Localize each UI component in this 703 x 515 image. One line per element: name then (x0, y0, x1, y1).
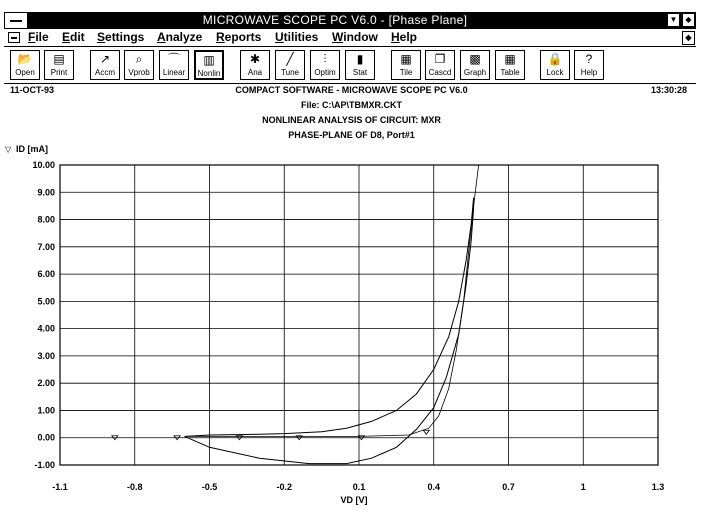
report-line-3: NONLINEAR ANALYSIS OF CIRCUIT: MXR (262, 115, 441, 125)
cascade-icon: ❐ (434, 52, 446, 66)
y-axis-label: ID [mA] (16, 144, 48, 154)
report-line-1: COMPACT SOFTWARE - MICROWAVE SCOPE PC V6.0 (235, 85, 468, 95)
tile-icon: ▦ (400, 52, 412, 66)
phase-plane-loop (185, 198, 474, 464)
x-tick-label: 1.3 (651, 482, 665, 492)
y-tick-label: 8.00 (37, 214, 55, 225)
x-tick-label: -0.5 (201, 482, 218, 492)
y-tick-label: 2.00 (37, 378, 55, 389)
menu-help[interactable]: Help (391, 30, 418, 44)
document-restore-icon[interactable]: ◆ (682, 31, 695, 45)
menu-settings[interactable]: Settings (97, 30, 145, 44)
print-button[interactable]: ▤ Print (44, 50, 74, 80)
graph-button[interactable]: ▩ Graph (460, 50, 490, 80)
x-tick-label: 0.7 (502, 482, 515, 492)
restore-icon[interactable]: ◆ (682, 13, 695, 27)
y-tick-label: 6.00 (37, 269, 55, 280)
cascd-button[interactable]: ❐ Cascd (425, 50, 455, 80)
y-tick-label: 7.00 (37, 241, 55, 252)
y-tick-label: 1.00 (37, 405, 55, 416)
y-tick-label: 4.00 (37, 323, 55, 334)
y-tick-label: 3.00 (37, 350, 55, 361)
x-tick-label: -0.2 (276, 482, 293, 492)
chart-grid (60, 165, 658, 465)
graph-icon: ▩ (469, 52, 481, 66)
minimize-icon[interactable]: ▼ (667, 13, 680, 27)
x-tick-label: -1.1 (52, 482, 68, 492)
vprob-button[interactable]: ⌕ Vprob (124, 50, 154, 80)
help-icon: ? (585, 52, 593, 66)
folder-icon: 📂 (17, 52, 33, 66)
x-tick-label: 1 (580, 482, 586, 492)
menu-file[interactable]: File (28, 30, 49, 44)
y-axis-marker-icon: ▽ (5, 145, 12, 154)
x-tick-label: 0.4 (427, 482, 441, 492)
y-tick-label: -1.00 (34, 460, 55, 470)
probe-icon: ⌕ (135, 52, 143, 66)
diode-characteristic-curve (185, 165, 479, 436)
y-tick-label: 0.00 (37, 432, 55, 443)
stat-button[interactable]: ▮ Stat (345, 50, 375, 80)
nonlin-button[interactable]: ▥ Nonlin (194, 50, 224, 80)
report-date: 11-OCT-93 (10, 85, 55, 95)
table-icon: ▦ (504, 52, 516, 66)
ana-button[interactable]: ✱ Ana (240, 50, 270, 80)
analyze-icon: ✱ (249, 52, 261, 66)
y-tick-label: 10.00 (32, 160, 55, 170)
statistics-icon: ▮ (356, 52, 364, 66)
table-button[interactable]: ▦ Table (495, 50, 525, 80)
report-line-4: PHASE-PLANE OF D8, Port#1 (288, 130, 415, 140)
report-line-2: File: C:\AP\TBMXR.CKT (301, 100, 402, 110)
linear-icon: ⌒ (167, 52, 180, 66)
printer-icon: ▤ (53, 52, 65, 66)
accm-button[interactable]: ↗ Accm (90, 50, 120, 80)
x-axis-label: VD [V] (340, 495, 368, 505)
help-button[interactable]: ? Help (574, 50, 604, 80)
report-time: 13:30:28 (651, 85, 688, 95)
linear-button[interactable]: ⌒ Linear (159, 50, 189, 80)
y-tick-label: 9.00 (37, 187, 55, 198)
open-button[interactable]: 📂 Open (10, 50, 40, 80)
optim-button[interactable]: ⫶ Optim (310, 50, 340, 80)
optimize-icon: ⫶ (323, 52, 327, 66)
chart-curves (112, 165, 479, 464)
window-title: MICROWAVE SCOPE PC V6.0 - [Phase Plane] (202, 13, 468, 27)
y-axis-ticks (32, 160, 55, 470)
nonlinear-icon: ▥ (203, 53, 215, 67)
menu-edit[interactable]: Edit (62, 30, 85, 44)
tile-button[interactable]: ▦ Tile (391, 50, 421, 80)
tune-icon: ╱ (286, 52, 294, 66)
menu-utilities[interactable]: Utilities (275, 30, 319, 44)
x-tick-label: -0.8 (126, 482, 143, 492)
tune-button[interactable]: ╱ Tune (275, 50, 305, 80)
curve-marker (423, 430, 429, 434)
accumulate-icon: ↗ (99, 52, 111, 66)
menu-analyze[interactable]: Analyze (157, 30, 203, 44)
lock-icon: 🔒 (547, 52, 563, 66)
y-tick-label: 5.00 (37, 296, 55, 307)
lock-button[interactable]: 🔒 Lock (540, 50, 570, 80)
x-tick-label: 0.1 (352, 482, 366, 492)
menu-reports[interactable]: Reports (216, 30, 262, 44)
x-axis-ticks (52, 482, 664, 492)
menu-window[interactable]: Window (332, 30, 378, 44)
